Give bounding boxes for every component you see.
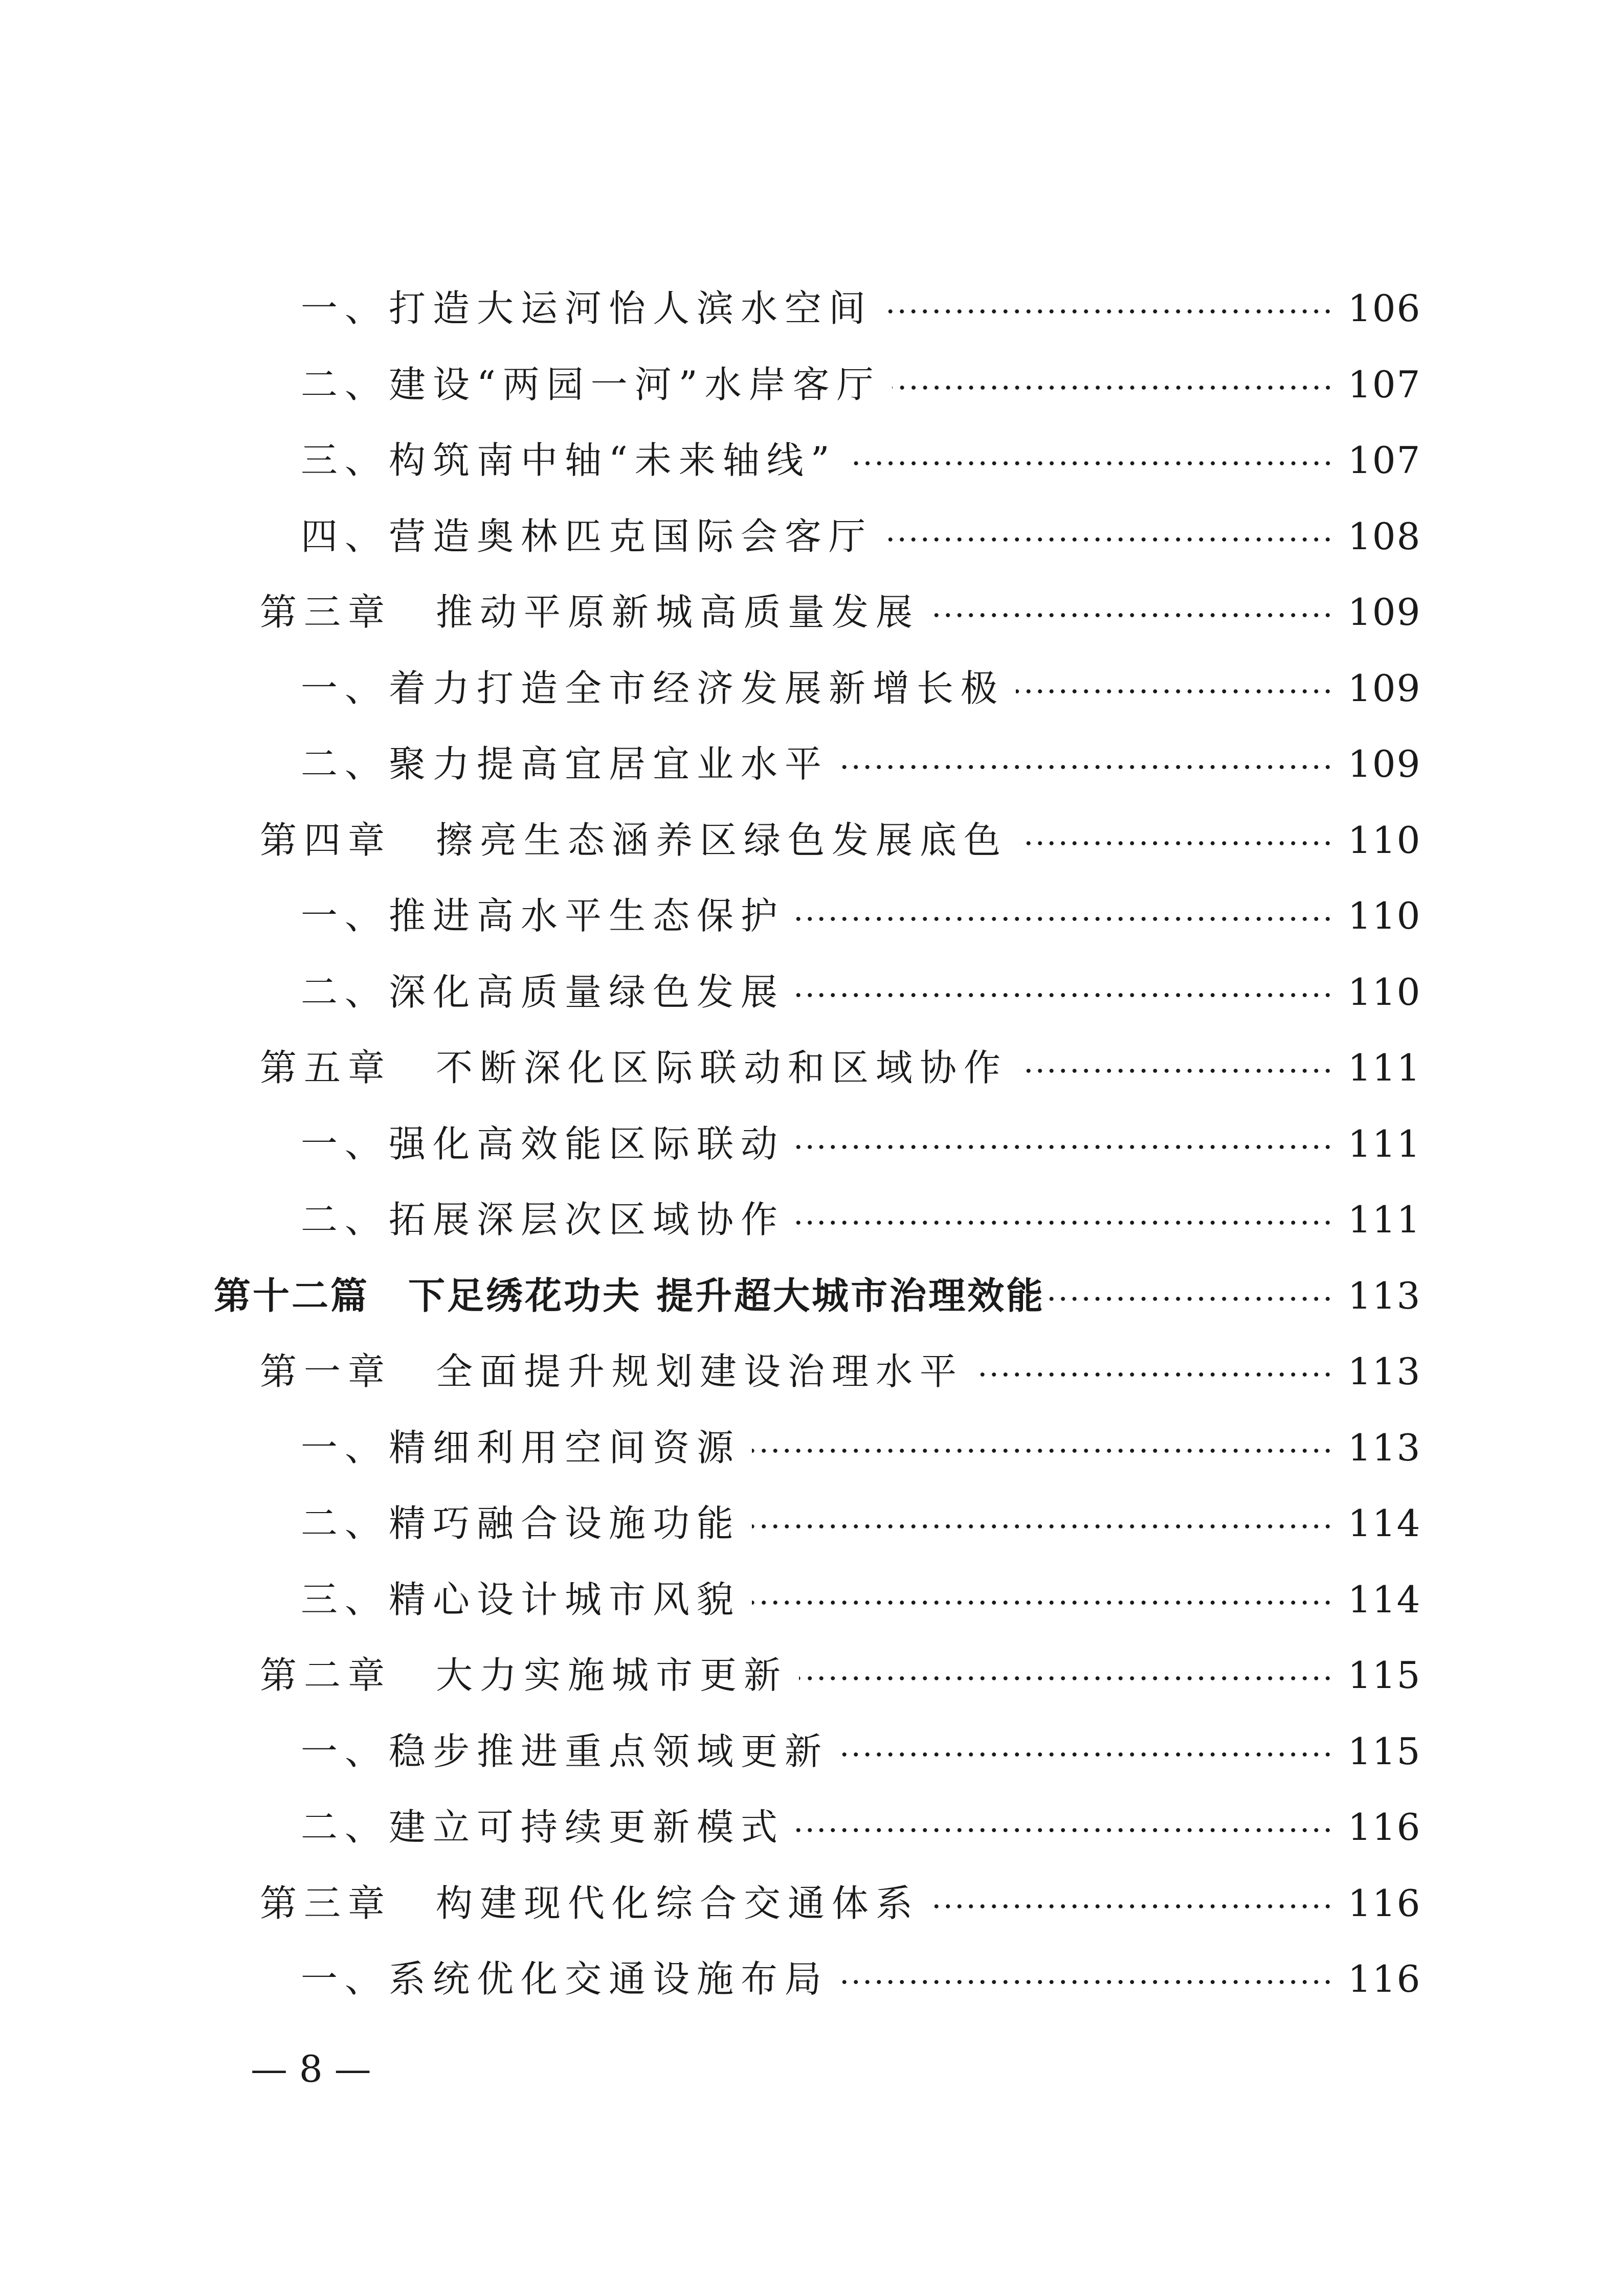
toc-entry-page-number: 110 — [1348, 971, 1421, 1014]
dot-leader — [799, 1676, 1333, 1680]
toc-entry-title: 二、建设“两园一河”水岸客厅 — [301, 363, 881, 406]
dot-leader — [840, 765, 1333, 769]
dot-leader — [848, 461, 1333, 465]
toc-entry-page-number: 113 — [1348, 1274, 1421, 1317]
toc-entry-title: 一、强化高效能区际联动 — [301, 1122, 785, 1165]
toc-entry-chapter[interactable] — [260, 1873, 1421, 1934]
toc-entry-section[interactable] — [301, 1796, 1421, 1858]
toc-entry-page-number: 109 — [1348, 591, 1421, 634]
toc-entry-section[interactable] — [301, 961, 1421, 1023]
dot-leader — [796, 993, 1333, 997]
toc-entry-page-number: 108 — [1348, 515, 1421, 558]
toc-entry-page-number: 109 — [1348, 742, 1421, 785]
dot-leader — [796, 1221, 1333, 1225]
dot-leader — [892, 386, 1333, 390]
page-number-footer: — 8 — — [251, 2047, 371, 2090]
toc-entry-page-number: 113 — [1348, 1350, 1421, 1393]
toc-entry-chapter[interactable] — [260, 581, 1421, 643]
toc-entry-section[interactable] — [301, 1113, 1421, 1175]
toc-entry-section[interactable] — [301, 1948, 1421, 2010]
toc-entry-page-number: 115 — [1348, 1654, 1421, 1697]
toc-entry-page-number: 113 — [1348, 1426, 1421, 1469]
dot-leader — [796, 1145, 1333, 1149]
toc-entry-title: 三、精心设计城市风貌 — [301, 1578, 741, 1621]
toc-entry-page-number: 107 — [1348, 439, 1421, 482]
toc-entry-page-number: 110 — [1348, 819, 1421, 862]
toc-entry-section[interactable] — [301, 278, 1421, 339]
dot-leader — [840, 1752, 1333, 1757]
toc-entry-chapter[interactable] — [260, 1645, 1421, 1706]
toc-entry-title: 三、构筑南中轴“未来轴线” — [301, 439, 837, 482]
toc-entry-title: 第一章 全面提升规划建设治理水平 — [260, 1350, 964, 1393]
toc-entry-page-number: 109 — [1348, 667, 1421, 710]
dot-leader — [1016, 689, 1333, 693]
toc-entry-title: 第二章 大力实施城市更新 — [260, 1654, 788, 1697]
toc-entry-title: 二、精巧融合设施功能 — [301, 1502, 741, 1545]
toc-entry-title: 一、推进高水平生态保护 — [301, 894, 785, 937]
toc-entry-title: 四、营造奥林匹克国际会客厅 — [301, 515, 873, 558]
toc-entry-title: 第三章 推动平原新城高质量发展 — [260, 591, 920, 634]
toc-entry-title: 第十二篇 下足绣花功夫 提升超大城市治理效能 — [214, 1274, 1045, 1317]
toc-entry-part[interactable] — [214, 1265, 1421, 1326]
toc-entry-section[interactable] — [301, 1569, 1421, 1630]
toc-entry-page-number: 111 — [1348, 1198, 1421, 1241]
toc-entry-title: 第四章 擦亮生态涵养区绿色发展底色 — [260, 819, 1008, 862]
dot-leader — [884, 537, 1333, 542]
dot-leader — [931, 613, 1333, 617]
toc-entry-title: 第五章 不断深化区际联动和区域协作 — [260, 1046, 1008, 1089]
toc-entry-page-number: 111 — [1348, 1122, 1421, 1165]
toc-entry-section[interactable] — [301, 1189, 1421, 1250]
toc-entry-page-number: 116 — [1348, 1882, 1421, 1925]
toc-entry-chapter[interactable] — [260, 1037, 1421, 1098]
dot-leader — [1019, 1069, 1333, 1073]
toc-entry-section[interactable] — [301, 354, 1421, 415]
dot-leader — [1048, 1297, 1333, 1301]
toc-entry-page-number: 110 — [1348, 894, 1421, 937]
toc-entry-section[interactable] — [301, 885, 1421, 947]
dot-leader — [1019, 841, 1333, 845]
toc-entry-page-number: 116 — [1348, 1806, 1421, 1849]
toc-entry-section[interactable] — [301, 1721, 1421, 1782]
toc-entry-page-number: 114 — [1348, 1502, 1421, 1545]
toc-entry-title: 二、建立可持续更新模式 — [301, 1806, 785, 1849]
toc-entry-title: 二、拓展深层次区域协作 — [301, 1198, 785, 1241]
toc-entry-title: 一、稳步推进重点领域更新 — [301, 1730, 829, 1773]
dot-leader — [884, 309, 1333, 313]
toc-entry-section[interactable] — [301, 733, 1421, 795]
toc-entry-page-number: 106 — [1348, 287, 1421, 330]
toc-entry-section[interactable] — [301, 658, 1421, 719]
toc-entry-section[interactable] — [301, 1417, 1421, 1478]
dot-leader — [752, 1449, 1333, 1453]
dot-leader — [752, 1524, 1333, 1528]
toc-entry-chapter[interactable] — [260, 1341, 1421, 1402]
toc-entry-section[interactable] — [301, 1493, 1421, 1554]
dot-leader — [796, 1828, 1333, 1832]
toc-entry-title: 一、系统优化交通设施布局 — [301, 1957, 829, 2000]
dot-leader — [840, 1980, 1333, 1984]
dot-leader — [752, 1601, 1333, 1605]
toc-entry-section[interactable] — [301, 506, 1421, 567]
dot-leader — [975, 1372, 1333, 1377]
dot-leader — [796, 917, 1333, 921]
toc-entry-page-number: 116 — [1348, 1957, 1421, 2000]
toc-entry-chapter[interactable] — [260, 809, 1421, 871]
toc-entry-page-number: 107 — [1348, 363, 1421, 406]
dot-leader — [931, 1904, 1333, 1908]
toc-entry-title: 一、打造大运河怡人滨水空间 — [301, 287, 873, 330]
toc-entry-page-number: 114 — [1348, 1578, 1421, 1621]
toc-entry-page-number: 115 — [1348, 1730, 1421, 1773]
toc-entry-title: 一、着力打造全市经济发展新增长极 — [301, 667, 1005, 710]
toc-entry-section[interactable] — [301, 430, 1421, 491]
toc-entry-page-number: 111 — [1348, 1046, 1421, 1089]
toc-entry-title: 第三章 构建现代化综合交通体系 — [260, 1882, 920, 1925]
toc-entry-title: 二、深化高质量绿色发展 — [301, 971, 785, 1014]
toc-entry-title: 一、精细利用空间资源 — [301, 1426, 741, 1469]
toc-entry-title: 二、聚力提高宜居宜业水平 — [301, 742, 829, 785]
